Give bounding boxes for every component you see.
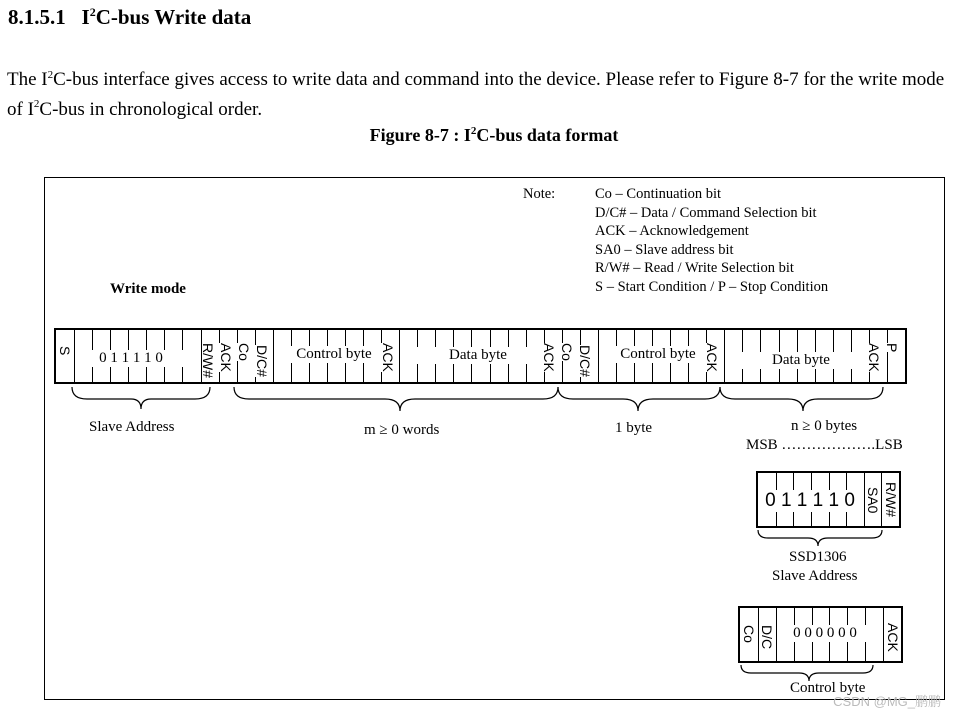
ack-label: ACK bbox=[541, 343, 557, 372]
dc-label: D/C# bbox=[577, 345, 593, 377]
note-item: ACK – Acknowledgement bbox=[595, 223, 749, 239]
note-item: S – Start Condition / P – Stop Condition bbox=[595, 278, 829, 295]
msb-lsb-caption: MSB ……………….LSB bbox=[746, 437, 903, 453]
note-item: D/C# – Data / Command Selection bit bbox=[595, 204, 817, 221]
rw-label: R/W# bbox=[200, 343, 216, 378]
brace-slave-address bbox=[72, 387, 210, 409]
brace-1-byte bbox=[558, 387, 720, 411]
co-label: Co bbox=[741, 625, 757, 643]
rw-label: R/W# bbox=[883, 482, 899, 517]
co-label: Co bbox=[236, 343, 252, 361]
start-label: S bbox=[57, 346, 73, 356]
one-byte-caption: 1 byte bbox=[615, 420, 653, 436]
note-item: Co – Continuation bit bbox=[595, 186, 722, 202]
section-heading: 8.1.5.1 $I^2C$-bus Write data bbox=[8, 5, 252, 29]
co-label: Co bbox=[559, 343, 575, 361]
ack-label: ACK bbox=[866, 343, 882, 372]
n-bytes-caption: n ≥ 0 bytes bbox=[791, 418, 858, 434]
stop-label: P bbox=[884, 343, 900, 353]
intro-paragraph: The $I^2C$-bus interface gives access to write data and command into the device. Please refer to Figure 8-7 for the write mode of $I^2C$-bus in chronological order. bbox=[7, 69, 945, 120]
slave-address-bits: 0 1 1 1 1 0 bbox=[76, 350, 186, 367]
note-item: R/W# – Read / Write Selection bit bbox=[595, 260, 794, 276]
watermark: CSDN @MG_鹏鹏 bbox=[833, 694, 941, 709]
write-mode-label: Write mode bbox=[110, 281, 186, 297]
control-byte-bits: 0 0 0 0 0 0 bbox=[777, 625, 873, 642]
dc-label: D/C bbox=[759, 625, 775, 650]
ack-label: ACK bbox=[218, 343, 234, 372]
dc-label: D/C# bbox=[254, 345, 270, 377]
ack-label: ACK bbox=[380, 343, 396, 372]
ssd1306-caption: SSD1306 bbox=[789, 549, 847, 565]
brace-n-bytes bbox=[720, 387, 883, 411]
control-byte-label: Control byte bbox=[615, 346, 701, 363]
control-byte-label: Control byte bbox=[291, 346, 377, 363]
m-words-caption: m ≥ 0 words bbox=[364, 422, 440, 438]
sa0-label: SA0 bbox=[865, 487, 881, 514]
ack-label: ACK bbox=[885, 623, 901, 652]
brace-ssd1306 bbox=[758, 530, 882, 546]
brace-m-words bbox=[234, 387, 558, 411]
figure-caption: Figure 8-7 : $I^2C$-bus data format bbox=[369, 125, 619, 145]
control-byte-caption: Control byte bbox=[790, 680, 866, 696]
data-byte-label: Data byte bbox=[417, 347, 539, 364]
ssd1306-address-bits: 0 1 1 1 1 0 bbox=[760, 490, 860, 512]
note-label: Note: bbox=[523, 186, 556, 202]
note-item: SA0 – Slave address bit bbox=[595, 241, 734, 258]
data-byte-label: Data byte bbox=[738, 352, 864, 369]
slave-address-caption: Slave Address bbox=[772, 568, 858, 584]
ack-label: ACK bbox=[704, 343, 720, 372]
brace-control-byte bbox=[741, 665, 873, 681]
slave-address-caption: Slave Address bbox=[89, 419, 175, 435]
